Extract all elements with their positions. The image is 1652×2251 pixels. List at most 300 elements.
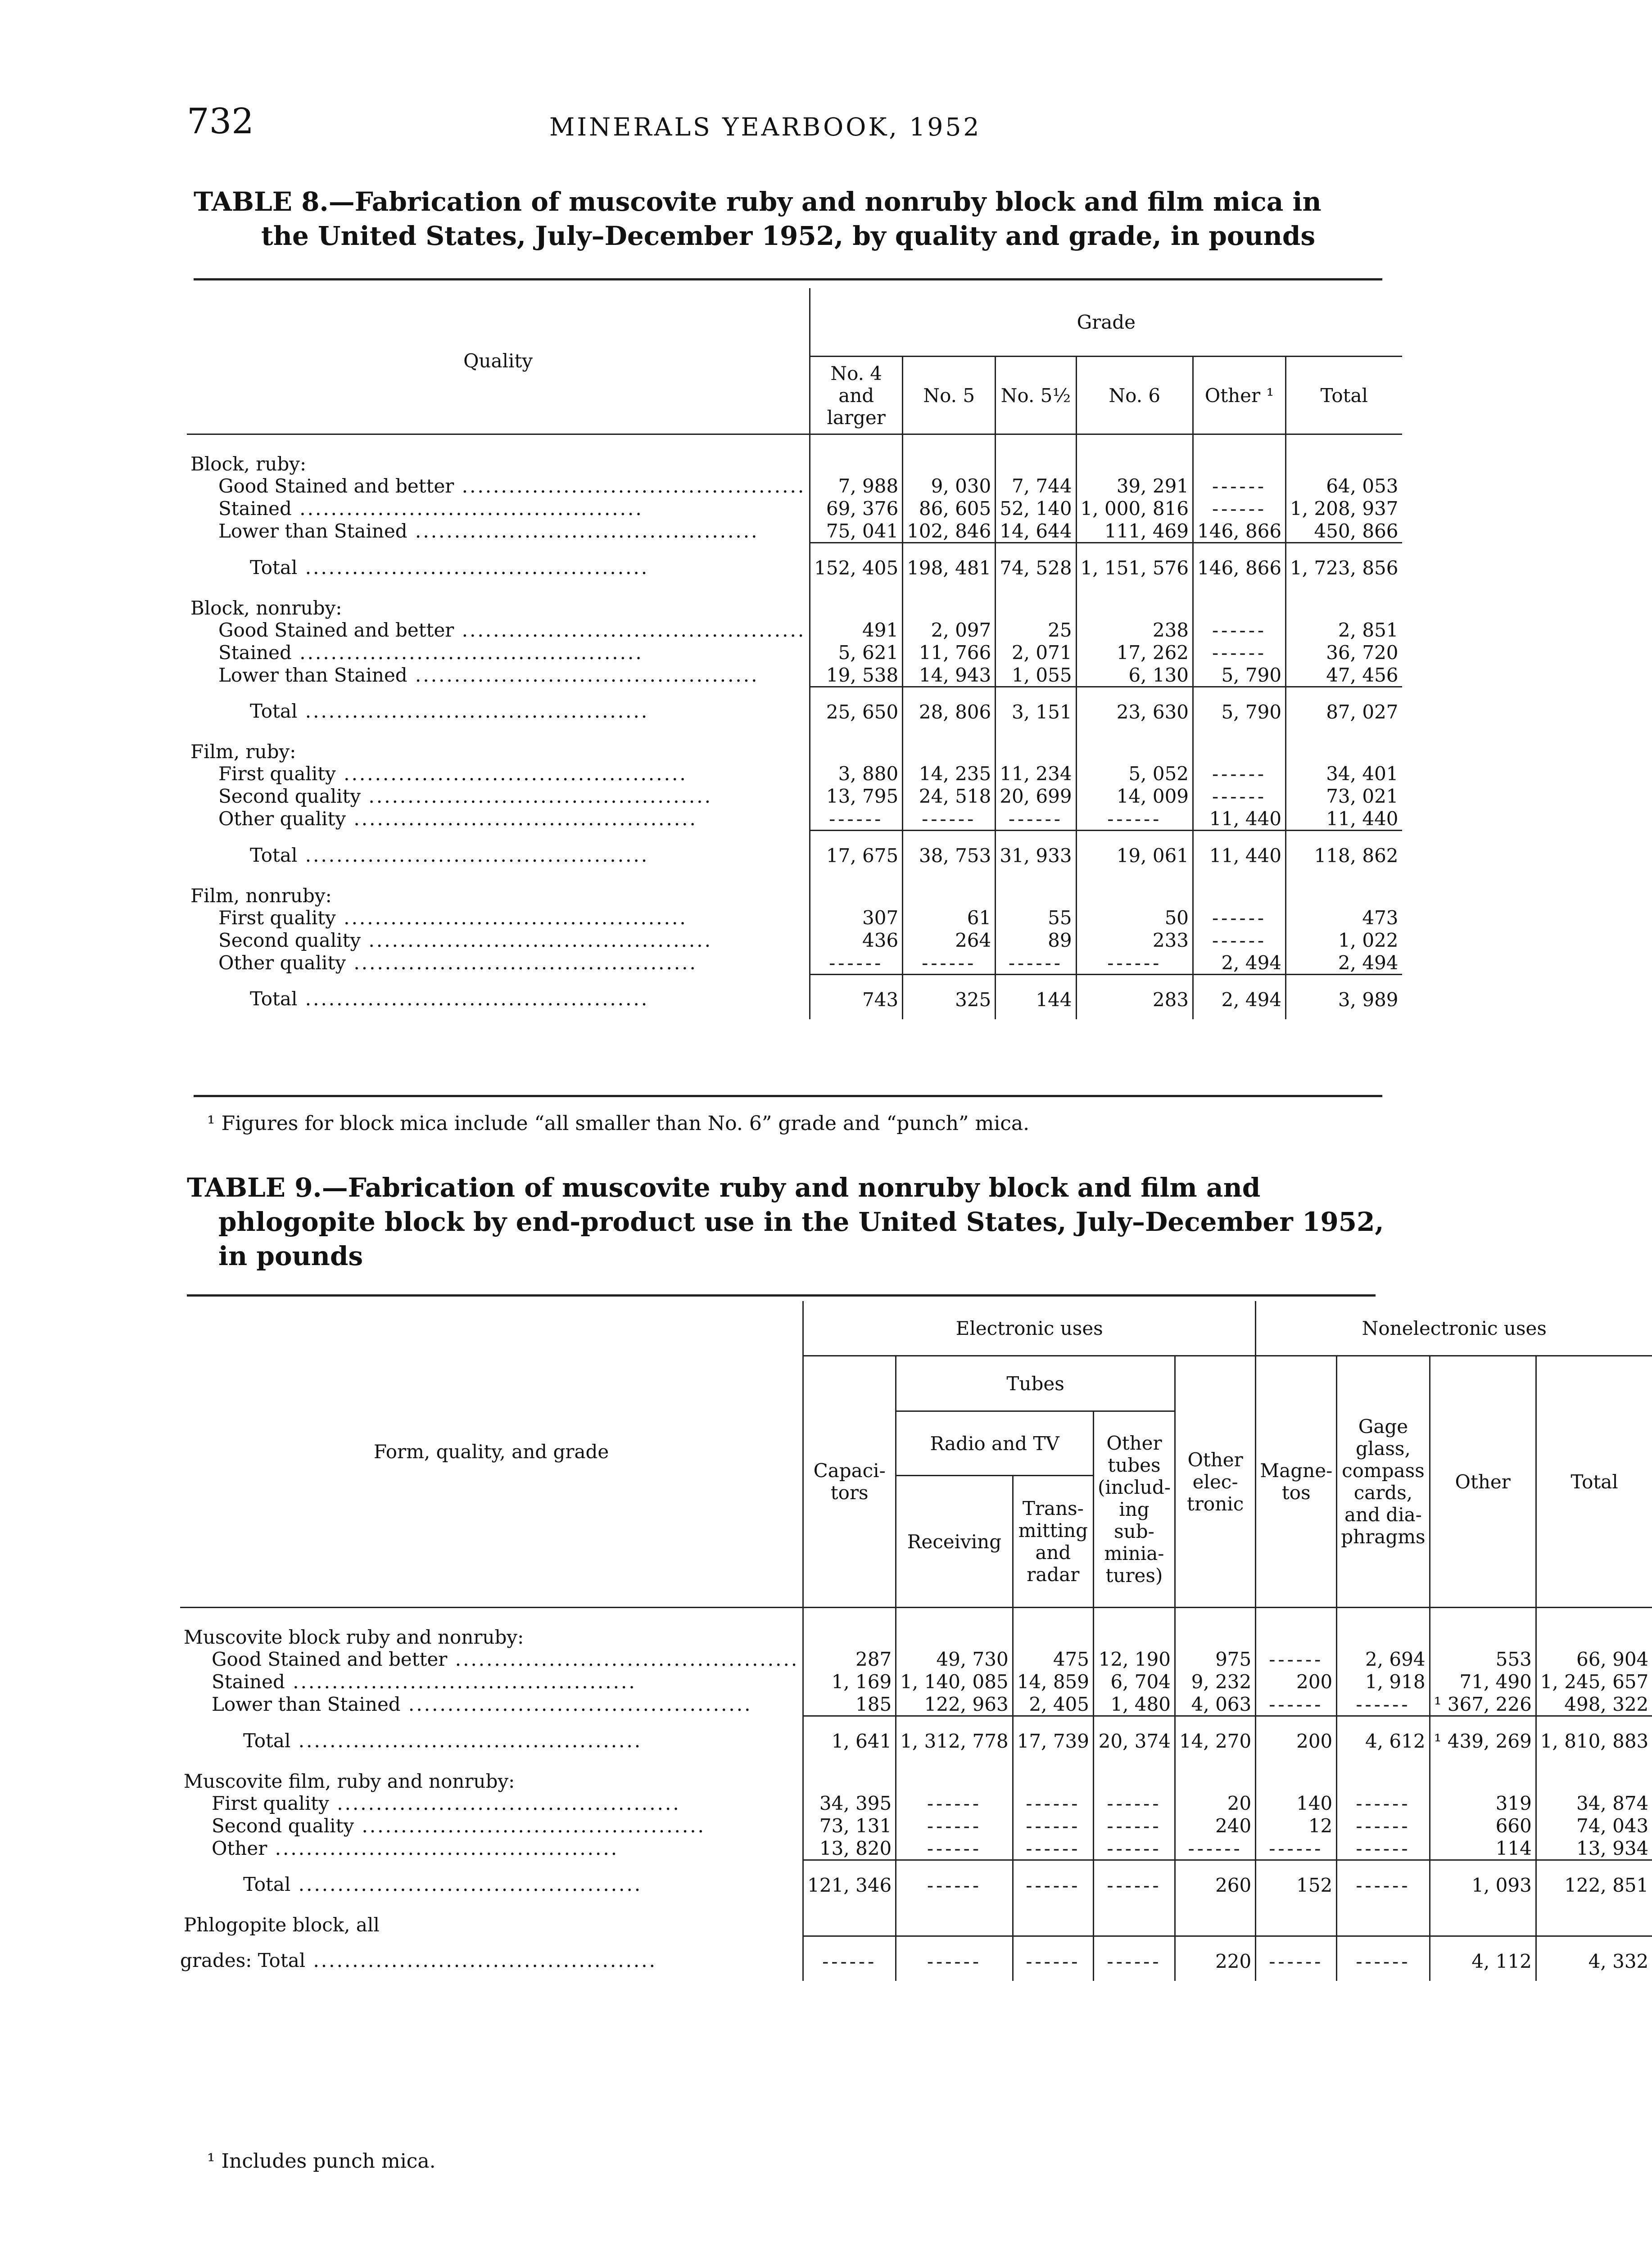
empty-cell: ------ bbox=[1013, 1792, 1093, 1815]
total-cell: 260 bbox=[1175, 1860, 1255, 1905]
table8-caption-line2: the United States, July–December 1952, by quality and grade, in pounds bbox=[261, 221, 1316, 251]
data-cell: 89 bbox=[996, 929, 1076, 952]
spacer-cell bbox=[996, 434, 1076, 475]
total-row bbox=[187, 543, 1402, 588]
spacer-cell bbox=[1536, 1608, 1652, 1649]
data-cell: 102, 846 bbox=[903, 520, 996, 543]
data-cell: 34, 401 bbox=[1286, 763, 1402, 785]
data-cell: 20 bbox=[1175, 1792, 1255, 1815]
data-cell: 14, 009 bbox=[1076, 785, 1193, 808]
data-cell: ¹ 367, 226 bbox=[1430, 1693, 1536, 1716]
row-label: Second quality ..... bbox=[180, 1815, 803, 1837]
total-cell: 74, 528 bbox=[996, 543, 1076, 588]
spacer-cell bbox=[1337, 1905, 1430, 1936]
row-label: Good Stained and better ..... bbox=[187, 475, 810, 497]
spacer-cell bbox=[803, 1905, 896, 1936]
table9-col-header: Other tubes (includ-ing sub-minia-tures) bbox=[1093, 1411, 1175, 1608]
table9-caption-line1: TABLE 9.—Fabrication of muscovite ruby and nonruby block and film and bbox=[187, 1172, 1261, 1203]
data-cell: 66, 904 bbox=[1536, 1648, 1652, 1671]
total-cell: 152, 405 bbox=[810, 543, 903, 588]
spacer-cell bbox=[903, 732, 996, 763]
spacer-cell bbox=[1286, 876, 1402, 907]
spacer-cell bbox=[1193, 732, 1286, 763]
section-heading: Block, ruby: bbox=[190, 453, 307, 475]
empty-cell: ------ bbox=[1256, 1693, 1337, 1716]
empty-cell: ------ bbox=[1013, 1936, 1093, 1981]
table-row bbox=[187, 952, 1402, 975]
table9-stub-header: Form, quality, and grade bbox=[180, 1301, 803, 1608]
table-row bbox=[180, 1837, 1652, 1860]
running-head: MINERALS YEARBOOK, 1952 bbox=[549, 113, 982, 141]
total-cell: 2, 494 bbox=[1193, 974, 1286, 1019]
row-label: Lower than Stained ..... bbox=[187, 520, 810, 543]
empty-cell: ------ bbox=[1193, 785, 1286, 808]
data-cell: 5, 621 bbox=[810, 642, 903, 664]
empty-cell: ------ bbox=[1337, 1815, 1430, 1837]
spacer-cell bbox=[1256, 1608, 1337, 1649]
data-cell: 1, 918 bbox=[1337, 1671, 1430, 1693]
data-cell: 12 bbox=[1256, 1815, 1337, 1837]
section-heading: Film, nonruby: bbox=[190, 884, 332, 907]
total-cell: 122, 851 bbox=[1536, 1860, 1652, 1905]
total-cell: 1, 312, 778 bbox=[896, 1716, 1013, 1761]
empty-cell: ------ bbox=[1256, 1837, 1337, 1860]
spacer-cell bbox=[1013, 1905, 1093, 1936]
data-cell: 114 bbox=[1430, 1837, 1536, 1860]
spacer-cell bbox=[896, 1905, 1013, 1936]
section-heading: Phlogopite block, all bbox=[184, 1914, 380, 1936]
empty-cell: ------ bbox=[1193, 475, 1286, 497]
spacer-cell bbox=[1286, 732, 1402, 763]
data-cell: 17, 262 bbox=[1076, 642, 1193, 664]
empty-cell: ------ bbox=[896, 1837, 1013, 1860]
data-cell: 25 bbox=[996, 619, 1076, 642]
spacer-cell bbox=[1536, 1905, 1652, 1936]
table-row bbox=[187, 664, 1402, 687]
empty-cell: ------ bbox=[1193, 642, 1286, 664]
spacer-cell bbox=[1076, 588, 1193, 619]
data-cell: 34, 395 bbox=[803, 1792, 896, 1815]
total-cell: 4, 612 bbox=[1337, 1716, 1430, 1761]
spacer-cell bbox=[1256, 1905, 1337, 1936]
spacer-cell bbox=[810, 876, 903, 907]
total-cell: 28, 806 bbox=[903, 687, 996, 732]
total-cell: 20, 374 bbox=[1093, 1716, 1175, 1761]
empty-cell: ------ bbox=[1076, 952, 1193, 975]
row-label: Stained ..... bbox=[187, 642, 810, 664]
data-cell: 86, 605 bbox=[903, 497, 996, 520]
total-cell: 152 bbox=[1256, 1860, 1337, 1905]
table-row bbox=[187, 497, 1402, 520]
total-cell: 220 bbox=[1175, 1936, 1255, 1981]
data-cell: 287 bbox=[803, 1648, 896, 1671]
spacer-cell bbox=[803, 1608, 896, 1649]
table8-footnote: ¹ Figures for block mica include “all smaller than No. 6” grade and “punch” mica. bbox=[207, 1112, 1030, 1135]
data-cell: 1, 000, 816 bbox=[1076, 497, 1193, 520]
spacer-cell bbox=[1430, 1905, 1536, 1936]
row-label: Stained ..... bbox=[187, 497, 810, 520]
spacer-cell bbox=[803, 1761, 896, 1792]
empty-cell: ------ bbox=[1076, 808, 1193, 831]
table8-col-header: No. 6 bbox=[1076, 357, 1193, 434]
empty-cell: ------ bbox=[1193, 763, 1286, 785]
total-cell: 1, 723, 856 bbox=[1286, 543, 1402, 588]
spacer-cell bbox=[1430, 1761, 1536, 1792]
total-cell: 325 bbox=[903, 974, 996, 1019]
empty-cell: ------ bbox=[1337, 1693, 1430, 1716]
empty-cell: ------ bbox=[1193, 497, 1286, 520]
spacer-cell bbox=[896, 1608, 1013, 1649]
empty-cell: ------ bbox=[1337, 1792, 1430, 1815]
total-cell: 23, 630 bbox=[1076, 687, 1193, 732]
empty-cell: ------ bbox=[1093, 1815, 1175, 1837]
empty-cell: ------ bbox=[1175, 1837, 1255, 1860]
data-cell: 319 bbox=[1430, 1792, 1536, 1815]
empty-cell: ------ bbox=[896, 1936, 1013, 1981]
data-cell: 9, 232 bbox=[1175, 1671, 1255, 1693]
data-cell: 6, 130 bbox=[1076, 664, 1193, 687]
data-cell: 71, 490 bbox=[1430, 1671, 1536, 1693]
data-cell: 2, 405 bbox=[1013, 1693, 1093, 1716]
data-cell: 1, 245, 657 bbox=[1536, 1671, 1652, 1693]
total-cell: 4, 332 bbox=[1536, 1936, 1652, 1981]
data-cell: 553 bbox=[1430, 1648, 1536, 1671]
spacer-cell bbox=[1013, 1608, 1093, 1649]
table9-col-header: Gage glass, compass cards, and dia-phragms bbox=[1337, 1356, 1430, 1608]
data-cell: 39, 291 bbox=[1076, 475, 1193, 497]
total-cell: 31, 933 bbox=[996, 831, 1076, 876]
data-cell: 436 bbox=[810, 929, 903, 952]
data-cell: 185 bbox=[803, 1693, 896, 1716]
data-cell: 13, 820 bbox=[803, 1837, 896, 1860]
spacer-cell bbox=[1175, 1761, 1255, 1792]
data-cell: 3, 880 bbox=[810, 763, 903, 785]
table-row bbox=[180, 1815, 1652, 1837]
data-cell: 1, 055 bbox=[996, 664, 1076, 687]
spacer-cell bbox=[1076, 732, 1193, 763]
spacer-cell bbox=[1337, 1608, 1430, 1649]
data-cell: 475 bbox=[1013, 1648, 1093, 1671]
empty-cell: ------ bbox=[1337, 1837, 1430, 1860]
total-cell: 14, 270 bbox=[1175, 1716, 1255, 1761]
spacer-cell bbox=[1337, 1761, 1430, 1792]
data-cell: 13, 795 bbox=[810, 785, 903, 808]
table9-footnote: ¹ Includes punch mica. bbox=[207, 2150, 436, 2173]
table9-radio-tv-header: Radio and TV bbox=[896, 1411, 1094, 1476]
table8-top-rule bbox=[194, 278, 1382, 280]
total-row bbox=[180, 1860, 1652, 1905]
data-cell: 49, 730 bbox=[896, 1648, 1013, 1671]
total-cell: 3, 151 bbox=[996, 687, 1076, 732]
row-label: First quality ..... bbox=[187, 907, 810, 929]
table-row bbox=[187, 619, 1402, 642]
section-heading-row bbox=[180, 1761, 1652, 1792]
table9-caption-line3: in pounds bbox=[218, 1241, 363, 1271]
table9-nonelectronic-header: Nonelectronic uses bbox=[1256, 1301, 1652, 1356]
data-cell: 14, 859 bbox=[1013, 1671, 1093, 1693]
data-cell: 73, 131 bbox=[803, 1815, 896, 1837]
total-cell: 5, 790 bbox=[1193, 687, 1286, 732]
total-cell: 1, 093 bbox=[1430, 1860, 1536, 1905]
spacer-cell bbox=[1536, 1761, 1652, 1792]
data-cell: 5, 790 bbox=[1193, 664, 1286, 687]
empty-cell: ------ bbox=[1093, 1837, 1175, 1860]
row-label: Second quality ..... bbox=[187, 929, 810, 952]
total-cell: 1, 641 bbox=[803, 1716, 896, 1761]
total-cell: 200 bbox=[1256, 1716, 1337, 1761]
data-cell: 200 bbox=[1256, 1671, 1337, 1693]
total-cell: 121, 346 bbox=[803, 1860, 896, 1905]
total-label: Total ..... bbox=[180, 1716, 803, 1761]
data-cell: 69, 376 bbox=[810, 497, 903, 520]
data-cell: 660 bbox=[1430, 1815, 1536, 1837]
total-cell: 38, 753 bbox=[903, 831, 996, 876]
total-row bbox=[187, 831, 1402, 876]
table8-col-header: No. 5½ bbox=[996, 357, 1076, 434]
spacer-cell bbox=[996, 732, 1076, 763]
section-heading-row bbox=[187, 434, 1402, 475]
table9-top-rule bbox=[187, 1294, 1376, 1297]
table8 bbox=[187, 288, 1402, 1019]
data-cell: 1, 140, 085 bbox=[896, 1671, 1013, 1693]
total-cell: 146, 866 bbox=[1193, 543, 1286, 588]
total-label: Total ..... bbox=[187, 831, 810, 876]
spacer-cell bbox=[903, 434, 996, 475]
table-row bbox=[187, 907, 1402, 929]
page-number: 732 bbox=[187, 101, 254, 142]
table9-col-header: Capaci-tors bbox=[803, 1356, 896, 1608]
total-cell: 144 bbox=[996, 974, 1076, 1019]
data-cell: 14, 644 bbox=[996, 520, 1076, 543]
spacer-cell bbox=[1193, 876, 1286, 907]
empty-cell: ------ bbox=[1193, 907, 1286, 929]
data-cell: 55 bbox=[996, 907, 1076, 929]
table8-col-header: No. 5 bbox=[903, 357, 996, 434]
table-row bbox=[187, 808, 1402, 831]
row-label: Other ..... bbox=[180, 1837, 803, 1860]
total-cell: 283 bbox=[1076, 974, 1193, 1019]
data-cell: 61 bbox=[903, 907, 996, 929]
table-row bbox=[187, 520, 1402, 543]
total-cell: 198, 481 bbox=[903, 543, 996, 588]
row-label: Second quality ..... bbox=[187, 785, 810, 808]
data-cell: 11, 440 bbox=[1286, 808, 1402, 831]
table9-col-header: Trans-mitting and radar bbox=[1013, 1476, 1093, 1608]
row-label: Stained ..... bbox=[180, 1671, 803, 1693]
spacer-cell bbox=[1013, 1761, 1093, 1792]
table9-col-header: Magne-tos bbox=[1256, 1356, 1337, 1608]
data-cell: 13, 934 bbox=[1536, 1837, 1652, 1860]
table8-stub-header: Quality bbox=[187, 288, 810, 434]
total-cell: 118, 862 bbox=[1286, 831, 1402, 876]
total-label: Total ..... bbox=[187, 687, 810, 732]
empty-cell: ------ bbox=[1256, 1648, 1337, 1671]
data-cell: 146, 866 bbox=[1193, 520, 1286, 543]
table8-col-header: Total bbox=[1286, 357, 1402, 434]
spacer-cell bbox=[1175, 1608, 1255, 1649]
data-cell: 307 bbox=[810, 907, 903, 929]
empty-cell: ------ bbox=[903, 952, 996, 975]
section-heading: Block, nonruby: bbox=[190, 597, 342, 619]
data-cell: 75, 041 bbox=[810, 520, 903, 543]
spacer-cell bbox=[1093, 1905, 1175, 1936]
spacer-cell bbox=[810, 732, 903, 763]
table8-grade-header: Grade bbox=[810, 288, 1402, 357]
data-cell: 4, 063 bbox=[1175, 1693, 1255, 1716]
table-row bbox=[187, 763, 1402, 785]
data-cell: 140 bbox=[1256, 1792, 1337, 1815]
empty-cell: ------ bbox=[896, 1815, 1013, 1837]
empty-cell: ------ bbox=[1013, 1815, 1093, 1837]
data-cell: 1, 169 bbox=[803, 1671, 896, 1693]
empty-cell: ------ bbox=[903, 808, 996, 831]
spacer-cell bbox=[996, 588, 1076, 619]
row-label: Other quality ..... bbox=[187, 952, 810, 975]
empty-cell: ------ bbox=[810, 952, 903, 975]
spacer-cell bbox=[996, 876, 1076, 907]
row-label: Lower than Stained ..... bbox=[187, 664, 810, 687]
section-heading-row bbox=[180, 1608, 1652, 1649]
data-cell: 240 bbox=[1175, 1815, 1255, 1837]
empty-cell: ------ bbox=[1093, 1860, 1175, 1905]
total-cell: 3, 989 bbox=[1286, 974, 1402, 1019]
data-cell: 19, 538 bbox=[810, 664, 903, 687]
total-cell: 1, 810, 883 bbox=[1536, 1716, 1652, 1761]
empty-cell: ------ bbox=[1193, 619, 1286, 642]
table-row bbox=[180, 1648, 1652, 1671]
data-cell: 9, 030 bbox=[903, 475, 996, 497]
spacer-cell bbox=[1076, 876, 1193, 907]
table9 bbox=[180, 1301, 1652, 1981]
table9-caption-line2: phlogopite block by end-product use in the United States, July–December 1952, bbox=[218, 1207, 1384, 1237]
table-row bbox=[187, 475, 1402, 497]
empty-cell: ------ bbox=[1337, 1860, 1430, 1905]
section-heading-row bbox=[187, 732, 1402, 763]
data-cell: 1, 022 bbox=[1286, 929, 1402, 952]
table-row bbox=[187, 642, 1402, 664]
data-cell: 11, 440 bbox=[1193, 808, 1286, 831]
total-cell: 17, 739 bbox=[1013, 1716, 1093, 1761]
total-cell: 4, 112 bbox=[1430, 1936, 1536, 1981]
table8-caption-line1: TABLE 8.—Fabrication of muscovite ruby and nonruby block and film mica in bbox=[194, 186, 1322, 217]
data-cell: 52, 140 bbox=[996, 497, 1076, 520]
spacer-cell bbox=[903, 588, 996, 619]
row-label: Lower than Stained ..... bbox=[180, 1693, 803, 1716]
data-cell: 264 bbox=[903, 929, 996, 952]
spacer-cell bbox=[1256, 1761, 1337, 1792]
row-label: Good Stained and better ..... bbox=[187, 619, 810, 642]
total-label: Total ..... bbox=[187, 974, 810, 1019]
spacer-cell bbox=[903, 876, 996, 907]
data-cell: 450, 866 bbox=[1286, 520, 1402, 543]
table8-col-header: Other ¹ bbox=[1193, 357, 1286, 434]
spacer-cell bbox=[1193, 434, 1286, 475]
table-row bbox=[180, 1792, 1652, 1815]
section-heading-row bbox=[187, 588, 1402, 619]
total-row bbox=[187, 687, 1402, 732]
data-cell: 6, 704 bbox=[1093, 1671, 1175, 1693]
spacer-cell bbox=[1076, 434, 1193, 475]
spacer-cell bbox=[1286, 434, 1402, 475]
table-row bbox=[187, 929, 1402, 952]
data-cell: 2, 071 bbox=[996, 642, 1076, 664]
data-cell: 2, 097 bbox=[903, 619, 996, 642]
table9-col-header: Receiving bbox=[896, 1476, 1013, 1608]
data-cell: 122, 963 bbox=[896, 1693, 1013, 1716]
data-cell: 473 bbox=[1286, 907, 1402, 929]
data-cell: 5, 052 bbox=[1076, 763, 1193, 785]
total-cell: 19, 061 bbox=[1076, 831, 1193, 876]
data-cell: 1, 480 bbox=[1093, 1693, 1175, 1716]
data-cell: 11, 766 bbox=[903, 642, 996, 664]
spacer-cell bbox=[1093, 1761, 1175, 1792]
data-cell: 238 bbox=[1076, 619, 1193, 642]
row-label: First quality ..... bbox=[187, 763, 810, 785]
data-cell: 2, 851 bbox=[1286, 619, 1402, 642]
row-label: Good Stained and better ..... bbox=[180, 1648, 803, 1671]
data-cell: 2, 494 bbox=[1286, 952, 1402, 975]
spacer-cell bbox=[1093, 1608, 1175, 1649]
empty-cell: ------ bbox=[896, 1792, 1013, 1815]
data-cell: 36, 720 bbox=[1286, 642, 1402, 664]
empty-cell: ------ bbox=[1337, 1936, 1430, 1981]
empty-cell: ------ bbox=[996, 952, 1076, 975]
table9-tubes-header: Tubes bbox=[896, 1356, 1175, 1411]
spacer-cell bbox=[1193, 588, 1286, 619]
empty-cell: ------ bbox=[896, 1860, 1013, 1905]
data-cell: 498, 322 bbox=[1536, 1693, 1652, 1716]
spacer-cell bbox=[810, 434, 903, 475]
section-heading-row bbox=[180, 1905, 1652, 1936]
table9-electronic-header: Electronic uses bbox=[803, 1301, 1256, 1356]
total-label: Total ..... bbox=[187, 543, 810, 588]
row-label: Other quality ..... bbox=[187, 808, 810, 831]
data-cell: 12, 190 bbox=[1093, 1648, 1175, 1671]
total-row bbox=[180, 1716, 1652, 1761]
total-cell: 11, 440 bbox=[1193, 831, 1286, 876]
data-cell: 491 bbox=[810, 619, 903, 642]
empty-cell: ------ bbox=[1013, 1837, 1093, 1860]
empty-cell: ------ bbox=[810, 808, 903, 831]
table9-col-header: Other bbox=[1430, 1356, 1536, 1608]
total-cell: 25, 650 bbox=[810, 687, 903, 732]
data-cell: 111, 469 bbox=[1076, 520, 1193, 543]
empty-cell: ------ bbox=[1256, 1936, 1337, 1981]
table-row bbox=[187, 785, 1402, 808]
table9-col-header: Total bbox=[1536, 1356, 1652, 1608]
total-cell: 1, 151, 576 bbox=[1076, 543, 1193, 588]
total-label: Total ..... bbox=[180, 1860, 803, 1905]
spacer-cell bbox=[896, 1761, 1013, 1792]
data-cell: 34, 874 bbox=[1536, 1792, 1652, 1815]
spacer-cell bbox=[1430, 1608, 1536, 1649]
data-cell: 24, 518 bbox=[903, 785, 996, 808]
table-row bbox=[180, 1671, 1652, 1693]
table8-caption bbox=[194, 185, 1418, 253]
data-cell: 73, 021 bbox=[1286, 785, 1402, 808]
data-cell: 20, 699 bbox=[996, 785, 1076, 808]
empty-cell: ------ bbox=[1193, 929, 1286, 952]
data-cell: 50 bbox=[1076, 907, 1193, 929]
data-cell: 64, 053 bbox=[1286, 475, 1402, 497]
empty-cell: ------ bbox=[996, 808, 1076, 831]
data-cell: 975 bbox=[1175, 1648, 1255, 1671]
spacer-cell bbox=[810, 588, 903, 619]
data-cell: 11, 234 bbox=[996, 763, 1076, 785]
total-label: grades: Total ..... bbox=[180, 1936, 803, 1981]
data-cell: 7, 988 bbox=[810, 475, 903, 497]
table8-bottom-rule bbox=[194, 1095, 1382, 1097]
